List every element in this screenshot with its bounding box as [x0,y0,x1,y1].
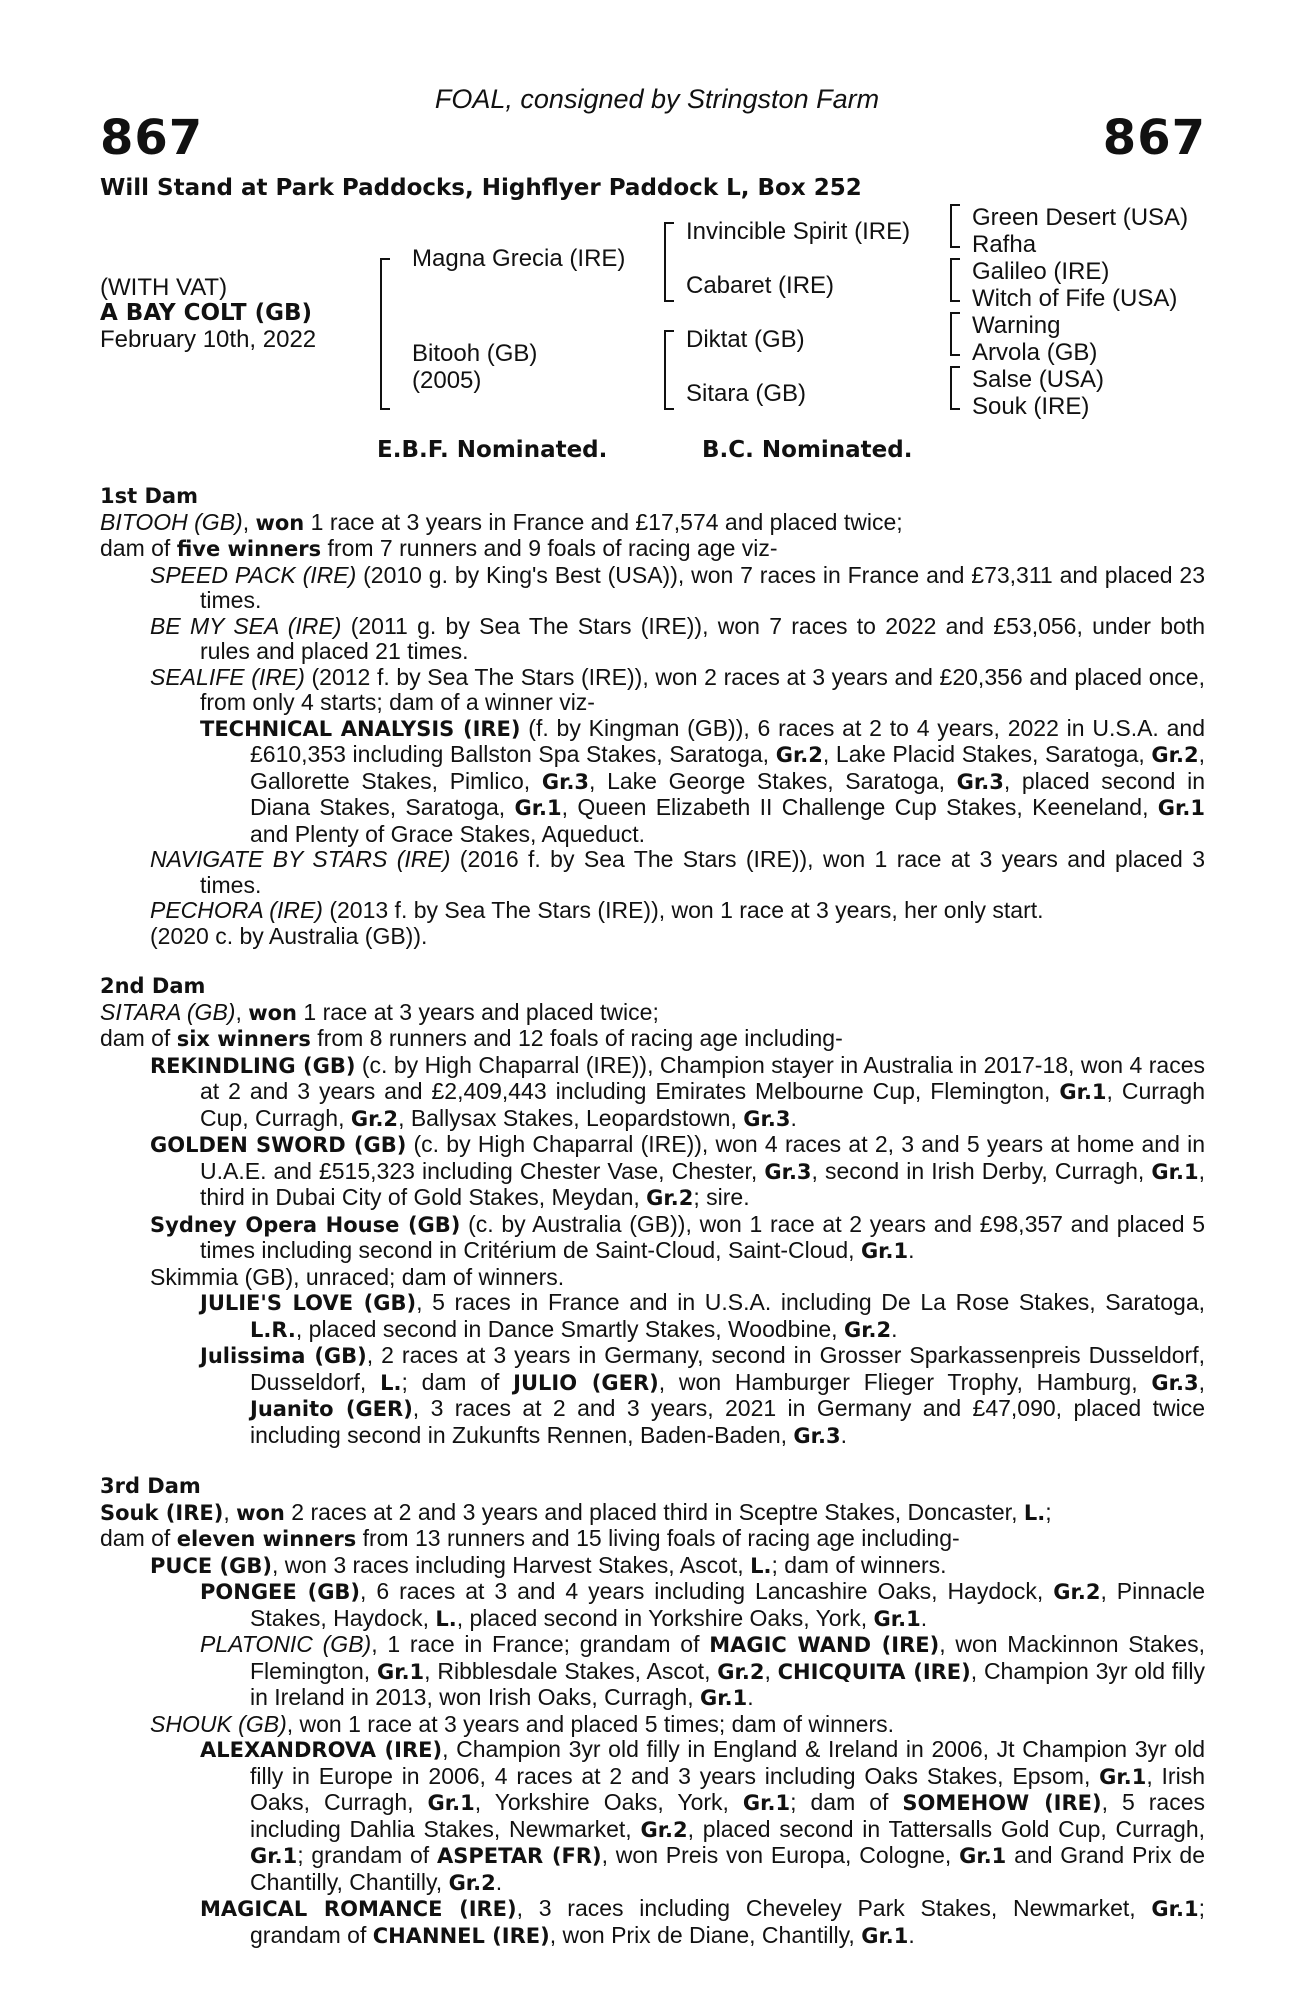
produce-entry: MAGICAL ROMANCE (IRE), 3 races including Cheveley Park Stakes, Newmarket, Gr.1; grandam of CHANNEL (IRE), won Prix de Diane, Chantilly, Gr.1. [200,1895,1205,1948]
catalogue-body [100,484,1205,1949]
sire-sire: Invincible Spirit (IRE) [686,218,911,245]
consignor-line: FOAL, consigned by Stringston Farm [434,84,880,114]
sire-dam: Cabaret (IRE) [686,272,835,299]
subject-name: A BAY COLT (GB) [100,300,313,326]
gg-4: Witch of Fife (USA) [972,285,1178,312]
ebf-nomination: E.B.F. Nominated. [377,437,608,463]
lot-number-right: 867 [1102,110,1206,166]
produce-entry: BE MY SEA (IRE) (2011 g. by Sea The Stars (IRE)), won 7 races to 2022 and £53,056, under both rules and placed 21 times. [150,612,1205,664]
produce-entry: Sydney Opera House (GB) (c. by Australia (GB)), won 1 race at 2 years and £98,357 and placed 5 times including second in Critérium de Saint-Cloud, Saint-Cloud, Gr.1. [150,1210,1205,1263]
first-dam-heading: 1st Dam [100,484,198,508]
foaling-date: February 10th, 2022 [100,326,317,353]
standing-location: Will Stand at Park Paddocks, Highflyer Paddock L, Box 252 [100,175,862,201]
third-dam-heading: 3rd Dam [100,1474,201,1498]
produce-entry: PUCE (GB), won 3 races including Harvest Stakes, Ascot, L.; dam of winners. [150,1551,947,1578]
dam-year: (2005) [412,367,482,394]
second-dam-heading: 2nd Dam [100,974,206,998]
dam: Bitooh (GB) [412,340,538,367]
third-dam-produce-line: dam of eleven winners from 13 runners and 15 living foals of racing age including- [100,1525,960,1551]
dam-dam: Sitara (GB) [686,380,807,407]
gg-7: Salse (USA) [972,366,1105,393]
dam-sire: Diktat (GB) [686,326,805,353]
produce-entry: PLATONIC (GB), 1 race in France; grandam of MAGIC WAND (IRE), won Mackinnon Stakes, Flemington, Gr.1, Ribblesdale Stakes, Ascot, Gr.2, CHICQUITA (IRE), Champion 3yr old filly in Ireland in 2013, won Irish Oaks, Curragh, Gr.1. [200,1631,1206,1710]
pedigree-bracket-1 [380,258,390,410]
pedigree-bracket-g1 [950,204,960,248]
gg-2: Rafha [972,231,1037,258]
produce-entry: (2020 c. by Australia (GB)). [150,922,428,949]
produce-entry: PECHORA (IRE) (2013 f. by Sea The Stars (IRE)), won 1 race at 3 years, her only start. [150,897,1044,923]
pedigree-bracket-sire [664,222,674,302]
produce-entry: JULIE'S LOVE (GB), 5 races in France and in U.S.A. including De La Rose Stakes, Saratoga, L.R., placed second in Dance Smartly Stakes, Woodbine, Gr.2. [200,1289,1206,1342]
produce-entry: TECHNICAL ANALYSIS (IRE) (f. by Kingman (GB)), 6 races at 2 to 4 years, 2022 in U.S.A. and £610,353 including Ballston Spa Stakes, Saratoga, Gr.2, Lake Placid Stakes, Saratoga, Gr.2, Gallorette Stakes, Pimlico, Gr.3, Lake George Stakes, Saratoga, Gr.3, placed second in Diana Stakes, Saratoga, Gr.1, Queen Elizabeth II Challenge Cup Stakes, Keeneland, Gr.1 and Plenty of Grace Stakes, Aqueduct. [200,714,1206,847]
second-dam-produce-line: dam of six winners from 8 runners and 12 foals of racing age including- [100,1025,843,1051]
produce-entry: SHOUK (GB), won 1 race at 3 years and placed 5 times; dam of winners. [150,1710,894,1737]
first-dam-produce-line: dam of five winners from 7 runners and 9 foals of racing age viz- [100,535,778,561]
pedigree-bracket-dam [664,330,674,410]
third-dam-summary: Souk (IRE), won 2 races at 2 and 3 years and placed third in Sceptre Stakes, Doncaster, L.; [100,1498,1052,1525]
gg-6: Arvola (GB) [972,339,1098,366]
gg-1: Green Desert (USA) [972,204,1189,231]
sire: Magna Grecia (IRE) [412,245,626,272]
produce-entry: Julissima (GB), 2 races at 3 years in Germany, second in Grosser Sparkassenpreis Dusseldorf, Dusseldorf, L.; dam of JULIO (GER), won Hamburger Flieger Trophy, Hamburg, Gr.3, Juanito (GER), 3 races at 2 and 3 years, 2021 in Germany and £47,090, placed twice including second in Zukunfts Rennen, Baden-Baden, Gr.3. [200,1342,1206,1448]
pedigree-bracket-g3 [950,312,960,356]
bc-nomination: B.C. Nominated. [702,437,913,463]
lot-number-left: 867 [100,110,204,166]
produce-entry: SEALIFE (IRE) (2012 f. by Sea The Stars (IRE)), won 2 races at 3 years and £20,356 and placed once, from only 4 starts; dam of a winner viz- [150,663,1205,715]
pedigree-bracket-g2 [950,258,960,302]
pedigree-bracket-g4 [950,366,960,410]
produce-entry: SPEED PACK (IRE) (2010 g. by King's Best (USA)), won 7 races in France and £73,311 and placed 23 times. [150,561,1205,613]
produce-entry: REKINDLING (GB) (c. by High Chaparral (IRE)), Champion stayer in Australia in 2017-18, won 4 races at 2 and 3 years and £2,409,443 including Emirates Melbourne Cup, Flemington, Gr.1, Curragh Cup, Curragh, Gr.2, Ballysax Stakes, Leopardstown, Gr.3. [150,1051,1205,1131]
vat-note: (WITH VAT) [100,274,228,301]
first-dam-summary: BITOOH (GB), won 1 race at 3 years in France and £17,574 and placed twice; [100,508,903,535]
produce-entry: GOLDEN SWORD (GB) (c. by High Chaparral (IRE)), won 4 races at 2, 3 and 5 years at home and in U.A.E. and £515,323 including Chester Vase, Chester, Gr.3, second in Irish Derby, Curragh, Gr.1, third in Dubai City of Gold Stakes, Meydan, Gr.2; sire. [150,1131,1205,1210]
produce-entry: Skimmia (GB), unraced; dam of winners. [150,1263,565,1290]
produce-entry: ALEXANDROVA (IRE), Champion 3yr old filly in England & Ireland in 2006, Jt Champion 3yr old filly in Europe in 2006, 4 races at 2 and 3 years including Oaks Stakes, Epsom, Gr.1, Irish Oaks, Curragh, Gr.1, Yorkshire Oaks, York, Gr.1; dam of SOMEHOW (IRE), 5 races including Dahlia Stakes, Newmarket, Gr.2, placed second in Tattersalls Gold Cup, Curragh, Gr.1; grandam of ASPETAR (FR), won Preis von Europa, Cologne, Gr.1 and Grand Prix de Chantilly, Chantilly, Gr.2. [200,1736,1206,1895]
gg-8: Souk (IRE) [972,393,1090,420]
gg-5: Warning [972,312,1061,339]
gg-3: Galileo (IRE) [972,258,1110,285]
produce-entry: PONGEE (GB), 6 races at 3 and 4 years including Lancashire Oaks, Haydock, Gr.2, Pinnacle Stakes, Haydock, L., placed second in Yorkshire Oaks, York, Gr.1. [200,1578,1205,1631]
second-dam-summary: SITARA (GB), won 1 race at 3 years and placed twice; [100,998,659,1025]
produce-entry: NAVIGATE BY STARS (IRE) (2016 f. by Sea The Stars (IRE)), won 1 race at 3 years and placed 3 times. [150,846,1205,898]
